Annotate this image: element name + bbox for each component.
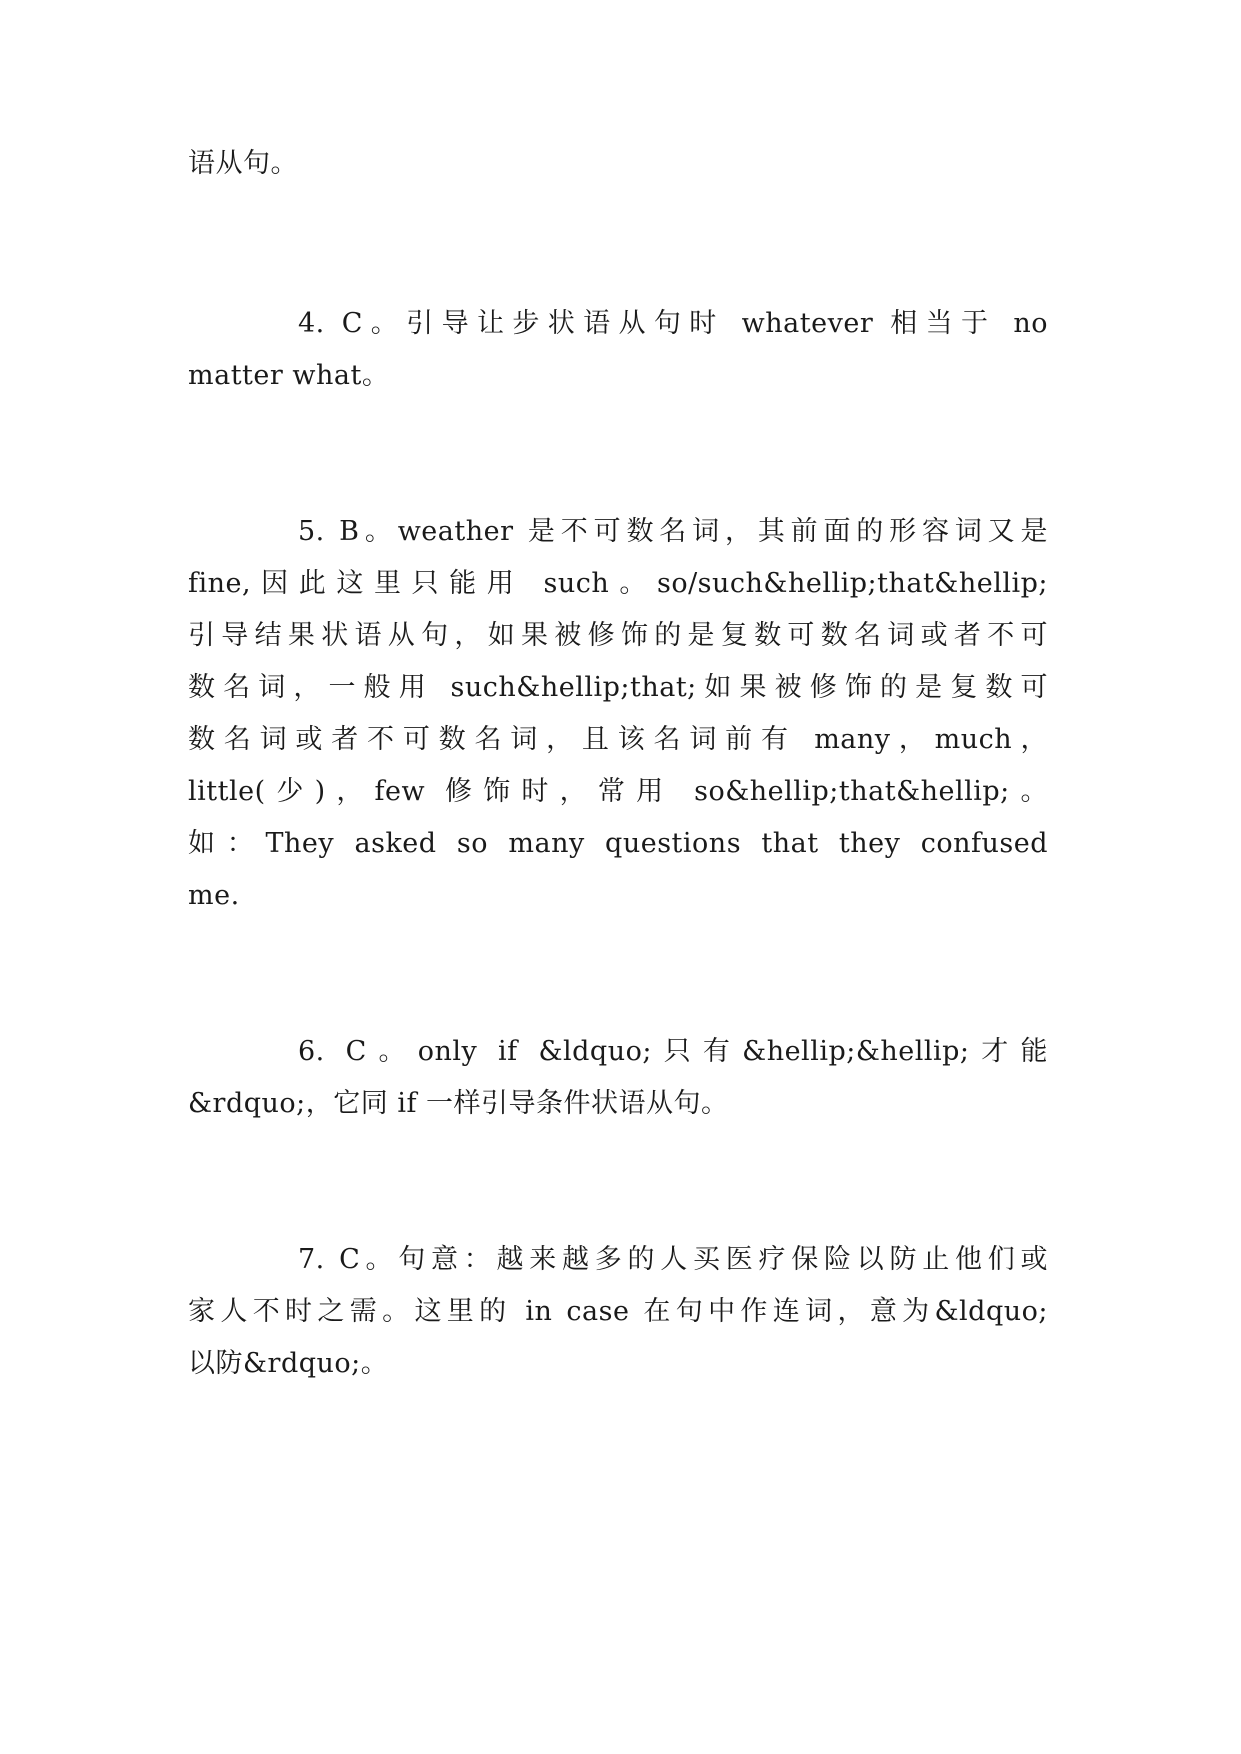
text-line: me.: [188, 880, 240, 911]
text-line: matter what。: [188, 360, 390, 391]
text-line: 数名词或者不可数名词，且该名词前有 many，much，: [188, 724, 1048, 755]
text-line: little(少)，few 修饰时，常用 so&hellip;that&hellip;。: [188, 776, 1048, 807]
text-line: 6. C。only if &ldquo;只有&hellip;&hellip;才能: [298, 1036, 1048, 1067]
text-line: 引导结果状语从句，如果被修饰的是复数可数名词或者不可: [188, 620, 1048, 651]
text-line: 5. B。weather 是不可数名词，其前面的形容词又是: [298, 516, 1048, 547]
text-line: 7. C。句意：越来越多的人买医疗保险以防止他们或: [298, 1244, 1048, 1275]
text-line: 数名词，一般用 such&hellip;that;如果被修饰的是复数可: [188, 672, 1048, 703]
text-line: 4. C。引导让步状语从句时 whatever 相当于 no: [298, 308, 1048, 339]
text-line: &rdquo;，它同 if 一样引导条件状语从句。: [188, 1088, 729, 1119]
text-line: 语从句。: [188, 148, 298, 179]
text-line: fine,因此这里只能用 such。so/such&hellip;that&hellip;: [188, 568, 1048, 599]
text-line: 以防&rdquo;。: [188, 1348, 389, 1379]
text-line: 如：They asked so many questions that they confused: [188, 828, 1048, 859]
text-line: 家人不时之需。这里的 in case 在句中作连词，意为&ldquo;: [188, 1296, 1048, 1327]
